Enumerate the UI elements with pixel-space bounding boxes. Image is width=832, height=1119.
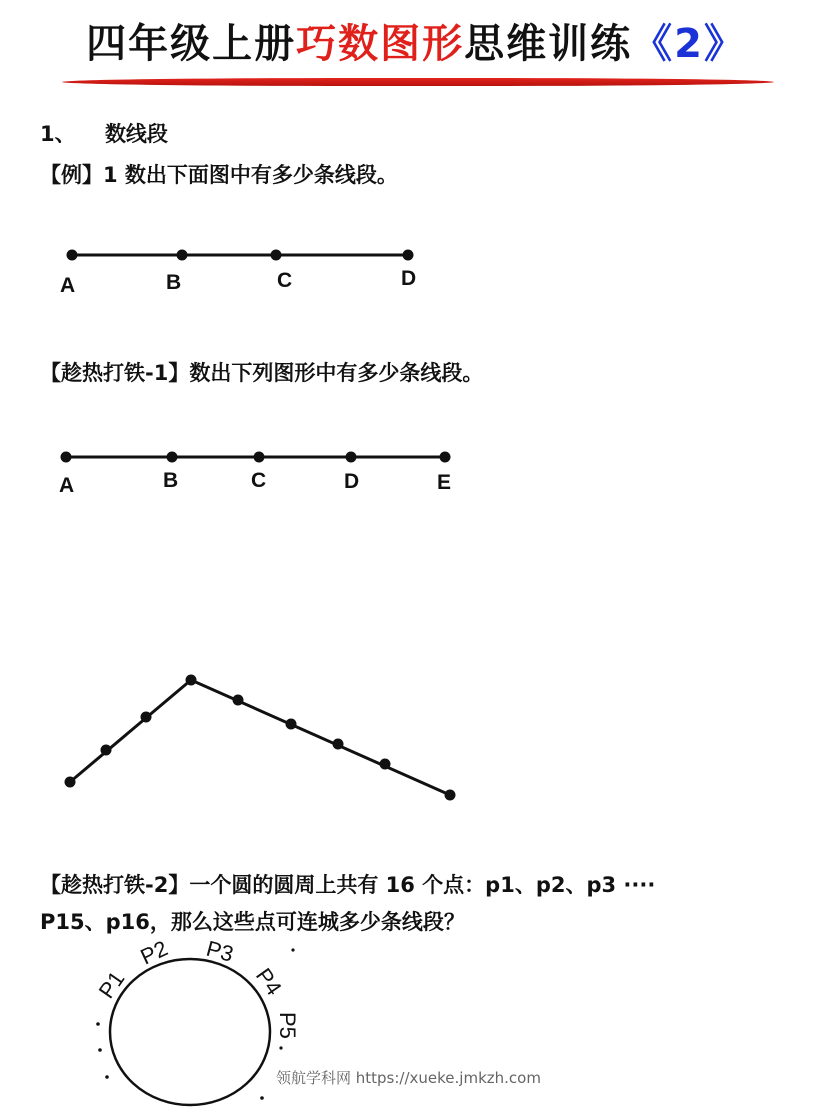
circle-dot [96,1022,100,1026]
label-D: D [344,470,360,493]
angle-point [65,777,76,788]
practice2-question-line2: P15、p16，那么这些点可连城多少条线段？ [40,910,465,934]
label-B: B [166,271,182,294]
section-number: 1、 [40,122,76,146]
circle-label-p5: P5 [275,1012,300,1039]
point-D [346,452,357,463]
point-A [67,250,78,261]
angle-figure [65,675,456,801]
angle-point [333,739,344,750]
label-C: C [277,269,293,292]
example-line-figure [60,250,416,298]
label-D: D [401,267,417,290]
label-A: A [59,474,75,497]
title-part-topic: 巧数图形 [296,21,465,67]
title-part-grade: 四年级上册 [86,21,297,67]
point-D [403,250,414,261]
label-B: B [163,469,179,492]
practice1-question: 【趁热打铁-1】数出下列图形中有多少条线段。 [40,361,484,385]
circle-dot [98,1048,102,1052]
angle-point [141,712,152,723]
title-part-training: 思维训练 [464,21,633,67]
practice2-question-line1: 【趁热打铁-2】一个圆的圆周上共有 16 个点：p1、p2、p3 ···· [40,873,656,897]
circle-dot [279,1046,282,1049]
label-A: A [60,274,76,297]
circle-label-p2: P2 [136,935,172,970]
title-part-number: 《2》 [632,21,746,67]
angle-point [380,759,391,770]
point-C [254,452,265,463]
circle-label-p4: P4 [250,963,287,1000]
angle-point [286,719,297,730]
angle-point [101,745,112,756]
label-E: E [437,471,452,494]
point-E [440,452,451,463]
footer-watermark: 领航学科网 https://xueke.jmkzh.com [276,1069,541,1087]
point-C [271,250,282,261]
circle-dot [105,1075,109,1079]
point-A [61,452,72,463]
point-B [167,452,178,463]
practice1-line-figure [59,452,451,498]
section-title: 数线段 [104,122,168,146]
example-question: 【例】1 数出下面图中有多少条线段。 [40,163,398,187]
circle-figure [94,935,300,1105]
circle-label-p1: P1 [93,966,130,1003]
angle-point [233,695,244,706]
label-C: C [251,469,267,492]
circle-dot [291,948,294,951]
circle-label-p3: P3 [203,935,237,967]
point-B [177,250,188,261]
angle-point [445,790,456,801]
circle-dot [260,1096,264,1100]
circle-outline [110,959,270,1105]
angle-rays [70,680,450,795]
angle-vertex [186,675,197,686]
